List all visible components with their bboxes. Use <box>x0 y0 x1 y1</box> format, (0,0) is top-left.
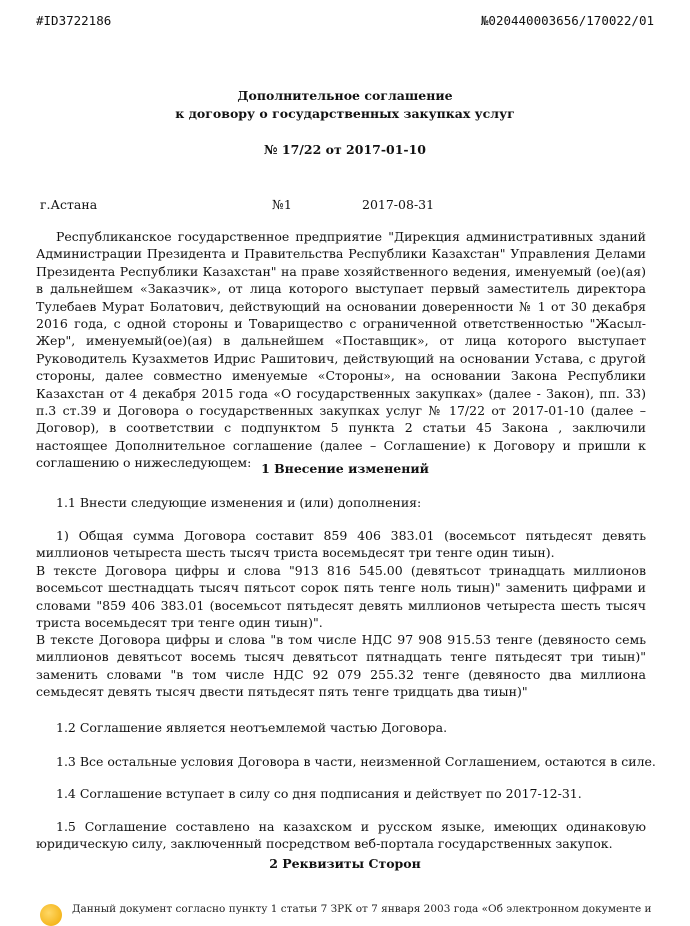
clause-1-3: 1.3 Все остальные условия Договора в части, неизменной Соглашением, остаются в силе. <box>56 754 656 769</box>
footer-notice <box>36 900 676 920</box>
city: г.Астана <box>40 197 98 212</box>
replacement-text-2: В тексте Договора цифры и слова "в том числе НДС 97 908 915.53 тенге (девяносто семь миллионов девятьсот восемь тысяч девятьсот пятнадцать тенге пятьдесят три тиын)" заменить словами "в том числе НДС 92 079 255.32 тенге (девяносто два миллиона семьдесят девять тысяч двести пятьдесят пять тенге тридцать два тиын)" <box>36 632 646 700</box>
clause-1-4: 1.4 Соглашение вступает в силу со дня подписания и действует по 2017-12-31. <box>56 786 582 801</box>
clause-1-5: 1.5 Соглашение составлено на казахском и русском языке, имеющих одинаковую юридическую силу, заключенный посредством веб-портала государственных закупок. <box>36 819 646 852</box>
section-1-title: 1 Внесение изменений <box>261 461 429 476</box>
clause-1-1: 1.1 Внести следующие изменения и (или) дополнения: <box>56 495 422 510</box>
footer-text: Данный документ согласно пункту 1 статьи 7 ЗРК от 7 января 2003 года «Об электронном документе и <box>72 903 652 915</box>
document-id: #ID3722186 <box>36 13 112 28</box>
doc-title-line1: Дополнительное соглашение <box>237 88 453 103</box>
agreement-date: 2017-08-31 <box>362 197 435 212</box>
doc-number: № 17/22 от 2017-01-10 <box>263 142 427 157</box>
registration-number: №020440003656/170022/01 <box>480 13 654 28</box>
doc-title-line2: к договору о государственных закупках услуг <box>175 106 515 121</box>
replacement-text-1: В тексте Договора цифры и слова "913 816 545.00 (девятьсот тринадцать миллионов восемьсот шестнадцать тысяч пятьсот сорок пять тенге ноль тиын)" заменить цифрами и словами "859 406 383.01 (восемьсот пятьдесят девять миллионов четыреста шесть тысяч триста восемьдесят три тенге один тиын)". <box>36 563 646 631</box>
section-2-title: 2 Реквизиты Сторон <box>269 856 421 871</box>
clause-1-2: 1.2 Соглашение является неотъемлемой частью Договора. <box>56 720 448 735</box>
agreement-number: №1 <box>272 197 292 212</box>
clause-1-1-1: 1) Общая сумма Договора составит 859 406 383.01 (восемьсот пятьдесят девять миллионов четыреста шесть тысяч триста восемьдесят три тенге один тиын). <box>36 528 646 561</box>
seal-icon <box>40 904 62 926</box>
intro-paragraph: Республиканское государственное предприятие "Дирекция административных зданий Администрации Президента и Правительства Республики Казахстан" Управления Делами Президента Республики Казахстан" на праве хозяйственного ведения, именуемый (ое)(ая) в дальнейшем «Заказчик», от лица которого выступает первый заместитель директора Тулебаев Мурат Болатович, действующий на основании доверенности № 1 от 30 декабря 2016 года, с одной стороны и Товарищество с ограниченной ответственностью "Жасыл-Жер", именуемый(ое)(ая) в дальнейшем «Поставщик», от лица которого выступает Руководитель Кузахметов Идрис Рашитович, действующий на основании Устава, с другой стороны, далее совместно именуемые «Стороны», на основании Закона Республики Казахстан от 4 декабря 2015 года «О государственных закупках» (далее - Закон), пп. 33) п.3 ст.39 и Договора о государственных закупках услуг № 17/22 от 2017-01-10 (далее – Договор), в соответствии с подпунктом 5 пункта 2 статьи 45 Закона , заключили настоящее Дополнительное соглашение (далее – Соглашение) к Договору и пришли к соглашению о нижеследующем: <box>36 229 646 471</box>
